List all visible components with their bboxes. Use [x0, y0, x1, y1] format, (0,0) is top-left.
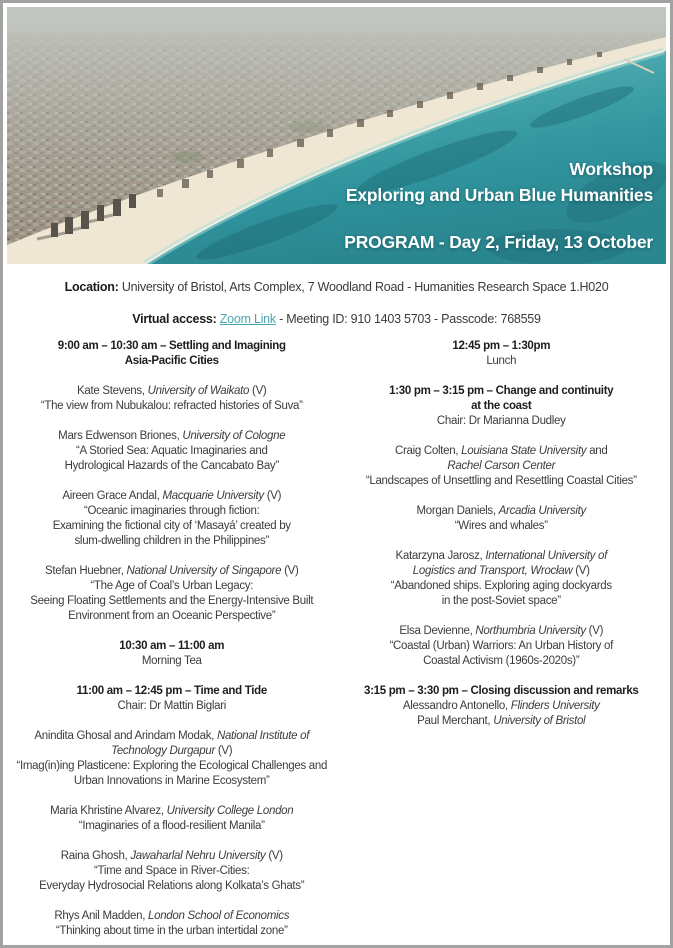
- program-line: [7, 909, 337, 924]
- text-segment: Flinders University: [510, 700, 600, 712]
- text-segment: Morgan Daniels,: [416, 505, 499, 517]
- program-line: [7, 504, 337, 519]
- program-line: [7, 489, 337, 504]
- text-segment: Examining the fictional city of ‘Masayá’ created by: [52, 520, 291, 532]
- program-line: [337, 354, 667, 369]
- text-segment: (V): [585, 625, 604, 637]
- aerial-coastline-illustration: [7, 7, 666, 264]
- program-block: [7, 564, 337, 624]
- text-segment: 11:00 am – 12:45 pm – Time and Tide: [76, 685, 267, 697]
- program-line: [7, 459, 337, 474]
- program-block: [7, 804, 337, 834]
- text-segment: (V): [249, 385, 267, 397]
- text-segment: University College London: [166, 805, 294, 817]
- text-segment: Hydrological Hazards of the Cancabato Bay”: [64, 460, 279, 472]
- text-segment: “Time and Space in River-Cities:: [94, 865, 250, 877]
- text-segment: Elsa Devienne,: [399, 625, 476, 637]
- text-segment: and: [586, 445, 608, 457]
- text-segment: Arcadia University: [498, 505, 586, 517]
- program-line: [7, 759, 337, 774]
- text-segment: Anindita Ghosal and Arindam Modak,: [34, 730, 217, 742]
- text-segment: slum-dwelling children in the Philippines”: [74, 535, 269, 547]
- text-segment: 9:00 am – 10:30 am – Settling and Imagining: [57, 340, 286, 352]
- text-segment: 10:30 am – 11:00 am: [119, 640, 225, 652]
- text-segment: Rachel Carson Center: [447, 460, 556, 472]
- program-line: [7, 564, 337, 579]
- program-line: [7, 774, 337, 789]
- text-segment: Chair: Dr Mattin Biglari: [117, 700, 226, 712]
- program-line: [7, 609, 337, 624]
- program-block: [7, 639, 337, 669]
- program-line: [7, 579, 337, 594]
- program-line: [337, 549, 667, 564]
- text-segment: “Coastal (Urban) Warriors: An Urban History of: [389, 640, 613, 652]
- program-block: [7, 339, 337, 369]
- text-segment: London School of Economics: [148, 910, 290, 922]
- text-segment: “Landscapes of Unsettling and Resettling Coastal Cities”: [365, 475, 637, 487]
- text-segment: Lunch: [486, 355, 517, 367]
- program-block: [337, 684, 667, 729]
- program-line: [337, 444, 667, 459]
- program-line: [337, 399, 667, 414]
- program-block: [337, 339, 667, 369]
- program-block: [7, 684, 337, 714]
- program-line: [7, 684, 337, 699]
- program-block: [337, 549, 667, 609]
- program-line: [7, 339, 337, 354]
- text-segment: “Imag(in)ing Plasticene: Exploring the Ecological Challenges and: [16, 760, 328, 772]
- virtual-access-label: Virtual access:: [132, 312, 217, 326]
- program-line: [7, 804, 337, 819]
- text-segment: at the coast: [471, 400, 532, 412]
- program-block: [7, 909, 337, 939]
- text-segment: “Imaginaries of a flood-resilient Manila”: [78, 820, 265, 832]
- program-line: [337, 519, 667, 534]
- program-column-left: [7, 339, 337, 948]
- text-segment: Urban Innovations in Marine Ecosystem”: [73, 775, 270, 787]
- program-line: [7, 729, 337, 744]
- program-line: [7, 354, 337, 369]
- program-block: [337, 444, 667, 489]
- workshop-title-line2: Exploring and Urban Blue Humanities: [345, 185, 653, 205]
- program-line: [337, 699, 667, 714]
- text-segment: Technology Durgapur: [111, 745, 215, 757]
- program-line: [7, 519, 337, 534]
- text-segment: “Oceanic imaginaries through fiction:: [83, 505, 260, 517]
- program-block: [337, 384, 667, 429]
- virtual-access-line: [7, 312, 666, 327]
- program-line: [7, 699, 337, 714]
- zoom-link[interactable]: Zoom Link: [219, 312, 276, 326]
- text-segment: Seeing Floating Settlements and the Energy-Intensive Built: [30, 595, 314, 607]
- program-line: [337, 654, 667, 669]
- text-segment: Raina Ghosh,: [60, 850, 131, 862]
- text-segment: “Wires and whales”: [454, 520, 548, 532]
- text-segment: “The Age of Coal’s Urban Legacy:: [90, 580, 254, 592]
- text-segment: Coastal Activism (1960s-2020s)”: [423, 655, 580, 667]
- virtual-access-details: - Meeting ID: 910 1403 5703 - Passcode: 768559: [275, 312, 541, 326]
- text-segment: 3:15 pm – 3:30 pm – Closing discussion and remarks: [363, 685, 639, 697]
- workshop-title: [346, 156, 653, 208]
- text-segment: (V): [263, 490, 282, 502]
- text-segment: 1:30 pm – 3:15 pm – Change and continuity: [389, 385, 614, 397]
- text-segment: University of Waikato: [147, 385, 250, 397]
- program-line: [337, 579, 667, 594]
- text-segment: (V): [281, 565, 299, 577]
- program-columns: [7, 339, 666, 948]
- text-segment: Jawaharlal Nehru University: [130, 850, 266, 862]
- header-photo: [7, 7, 666, 264]
- text-segment: Katarzyna Jarosz,: [395, 550, 486, 562]
- program-line: [337, 564, 667, 579]
- text-segment: Chair: Dr Marianna Dudley: [436, 415, 566, 427]
- location-text: University of Bristol, Arts Complex, 7 Woodland Road - Humanities Research Space 1.H020: [118, 280, 609, 294]
- program-line: [7, 654, 337, 669]
- text-segment: Mars Edwenson Briones,: [58, 430, 183, 442]
- text-segment: Northumbria University: [475, 625, 586, 637]
- program-line: [337, 474, 667, 489]
- text-segment: (V): [572, 565, 590, 577]
- workshop-title-line1: Workshop: [569, 159, 653, 179]
- text-segment: Asia-Pacific Cities: [124, 355, 219, 367]
- program-line: [7, 444, 337, 459]
- program-line: [337, 459, 667, 474]
- text-segment: Everyday Hydrosocial Relations along Kolkata’s Ghats”: [39, 880, 305, 892]
- program-line: [7, 744, 337, 759]
- program-block: [7, 489, 337, 549]
- text-segment: National Institute of: [216, 730, 310, 742]
- program-line: [337, 594, 667, 609]
- program-line: [7, 879, 337, 894]
- program-line: [7, 849, 337, 864]
- text-segment: Alessandro Antonello,: [402, 700, 511, 712]
- program-line: [7, 819, 337, 834]
- program-block: [337, 504, 667, 534]
- program-block: [7, 384, 337, 414]
- program-line: [7, 429, 337, 444]
- program-line: [337, 624, 667, 639]
- text-segment: University of Bristol: [493, 715, 586, 727]
- program-line: [337, 339, 667, 354]
- text-segment: Paul Merchant,: [417, 715, 494, 727]
- text-segment: Macquarie University: [162, 490, 264, 502]
- location-line: [7, 280, 666, 295]
- program-line: [337, 639, 667, 654]
- text-segment: Kate Stevens,: [77, 385, 148, 397]
- program-day-banner: PROGRAM - Day 2, Friday, 13 October: [344, 232, 653, 252]
- text-segment: “Abandoned ships. Exploring aging dockyards: [390, 580, 612, 592]
- program-column-right: [337, 339, 667, 948]
- text-segment: “Thinking about time in the urban intertidal zone”: [55, 925, 288, 937]
- text-segment: “A Storied Sea: Aquatic Imaginaries and: [75, 445, 268, 457]
- text-segment: Morning Tea: [141, 655, 202, 667]
- program-block: [7, 849, 337, 894]
- text-segment: 12:45 pm – 1:30pm: [452, 340, 551, 352]
- program-block: [7, 429, 337, 474]
- program-line: [337, 714, 667, 729]
- program-line: [7, 594, 337, 609]
- text-segment: National University of Singapore: [126, 565, 282, 577]
- location-label: Location:: [64, 280, 119, 294]
- program-line: [7, 924, 337, 939]
- program-line: [7, 384, 337, 399]
- text-segment: Aireen Grace Andal,: [62, 490, 163, 502]
- program-line: [7, 534, 337, 549]
- program-line: [337, 504, 667, 519]
- text-segment: Environment from an Oceanic Perspective”: [68, 610, 276, 622]
- program-line: [337, 684, 667, 699]
- text-segment: Logistics and Transport, Wrocław: [412, 565, 573, 577]
- text-segment: “The view from Nubukalou: refracted histories of Suva”: [40, 400, 303, 412]
- program-block: [337, 624, 667, 669]
- text-segment: (V): [265, 850, 283, 862]
- text-segment: in the post-Soviet space”: [441, 595, 561, 607]
- program-line: [7, 864, 337, 879]
- text-segment: Rhys Anil Madden,: [54, 910, 149, 922]
- text-segment: Maria Khristine Alvarez,: [50, 805, 167, 817]
- text-segment: (V): [215, 745, 233, 757]
- program-block: [7, 729, 337, 789]
- text-segment: University of Cologne: [182, 430, 286, 442]
- program-line: [7, 399, 337, 414]
- program-line: [337, 414, 667, 429]
- program-line: [7, 639, 337, 654]
- text-segment: Stefan Huebner,: [44, 565, 127, 577]
- text-segment: International University of: [485, 550, 607, 562]
- text-segment: Craig Colten,: [395, 445, 462, 457]
- program-line: [337, 384, 667, 399]
- text-segment: Louisiana State University: [461, 445, 587, 457]
